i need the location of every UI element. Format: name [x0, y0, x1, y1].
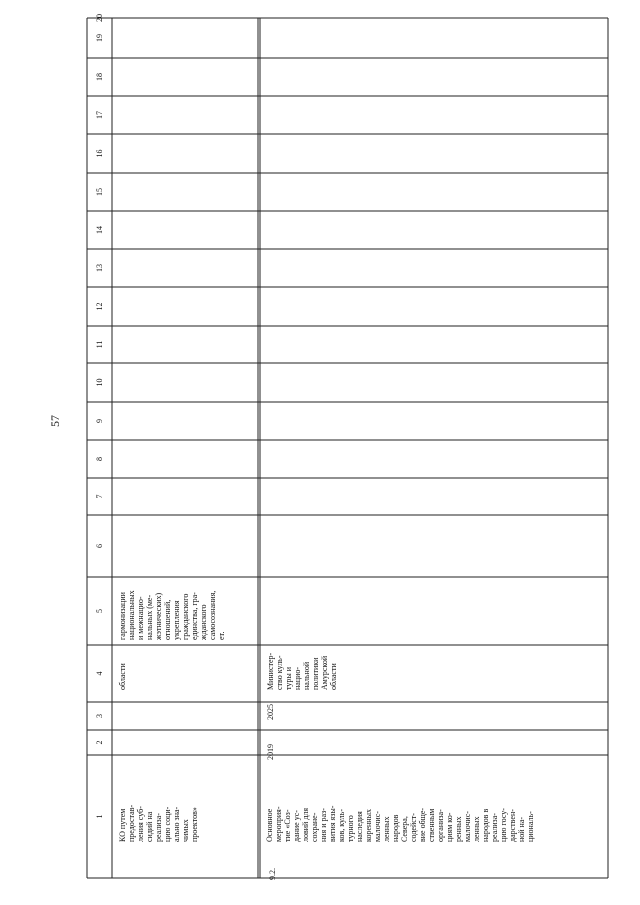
page-number: 57: [48, 415, 62, 427]
column-header: 13: [95, 264, 104, 272]
column-header: 8: [95, 457, 104, 461]
column-header: 2: [95, 740, 104, 745]
column-header: 5: [95, 609, 104, 613]
column-header: 4: [95, 671, 104, 676]
column-header: 14: [95, 226, 104, 234]
row1-col5-text: области: [118, 663, 127, 690]
row2-col5-text: Министер- ство куль- туры и нацио- нальной политики Амурской области: [266, 652, 338, 690]
row1-col6-text: гармонизации национальных и межнацио- нальных (ме- жэтнических) отношений, укрепления гражданского единства, гра- жданского самосознания, ет.: [118, 590, 226, 640]
column-header: 16: [95, 149, 104, 158]
column-header: 12: [95, 302, 104, 311]
column-header: 11: [95, 340, 104, 349]
column-header: 18: [95, 73, 104, 81]
column-header: 19: [95, 34, 104, 42]
row2-col3-text: 2019: [266, 744, 275, 760]
column-header: 9: [95, 419, 104, 423]
column-header: 17: [95, 111, 104, 119]
column-header: 6: [95, 544, 104, 548]
column-header: 15: [95, 188, 104, 196]
row2-col2-text: Основное мероприя- тие «Соз- дание ус- ловий для сохране- ния и раз- вития язы- ков, куль- турного наследия коренных малочис- ленных народов Севера, содейст- вие обще- ственным организа- циям ко- ренных малочис- ленных народов в реализа- цию госу- дарствен- ной на- циональ-: [265, 805, 535, 842]
column-header: 20: [95, 14, 104, 22]
row2-col1-text: 9.2.: [268, 868, 277, 880]
column-header: 3: [95, 714, 104, 718]
column-header: 10: [95, 378, 104, 387]
column-header: 1: [95, 814, 104, 819]
row1-col2-text: КО путем предостав- ления суб- сидий на реализа- цию соци- ально зна- чимых проектов»: [118, 804, 199, 842]
column-header: 7: [95, 494, 104, 499]
row2-col4-text: 2025: [266, 704, 275, 720]
